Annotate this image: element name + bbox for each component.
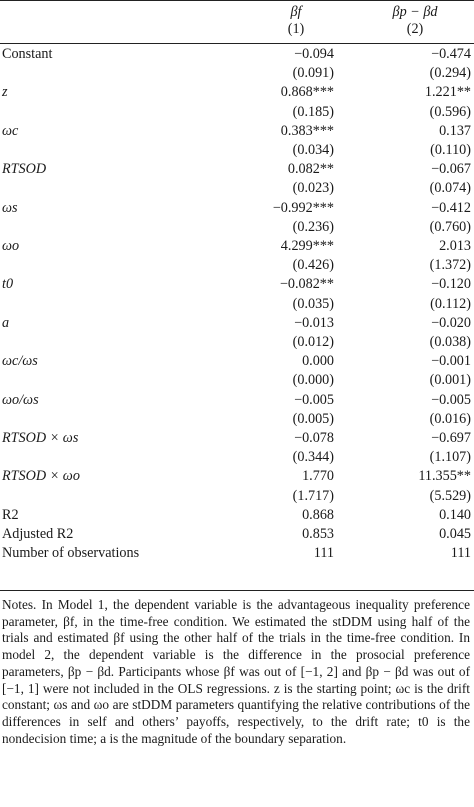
table-row: [0, 122, 474, 141]
row-label: [0, 295, 236, 314]
table-notes: [2, 597, 470, 747]
model2-value: 2.013: [439, 238, 471, 255]
row-label: [0, 103, 236, 122]
model1-value: (0.012): [292, 334, 334, 351]
row-label: a: [2, 314, 10, 331]
col2-symbol: βp − βd: [392, 4, 438, 20]
row-label: ωs: [2, 199, 18, 216]
table-row: [0, 410, 474, 429]
row-label: RTSOD × ωs: [2, 430, 79, 447]
model2-value: −0.005: [431, 391, 471, 408]
model1-value: 1.770: [302, 468, 334, 485]
model1-value: (0.023): [292, 180, 334, 197]
row-label: [0, 256, 236, 275]
row-label: Constant: [2, 46, 53, 62]
model1-value: −0.992***: [272, 199, 334, 216]
model1-value: (0.005): [292, 410, 334, 427]
model2-value: 1.221**: [424, 84, 471, 101]
model2-value: (0.016): [429, 410, 471, 427]
model2-value: 0.137: [439, 122, 471, 139]
table-row: [0, 160, 474, 179]
model2-value: −0.120: [431, 276, 471, 293]
table-row: [0, 314, 474, 333]
table-row: [0, 199, 474, 218]
model1-value: (0.035): [292, 295, 334, 312]
model1-value: 0.383***: [280, 122, 334, 139]
col2-number: (2): [406, 21, 424, 37]
bottom-rule: [0, 590, 474, 591]
model2-value: (0.760): [429, 218, 471, 235]
table-body: [0, 38, 474, 563]
table-row: [0, 352, 474, 371]
model1-value: (0.000): [292, 372, 334, 389]
col1-number: (1): [287, 21, 305, 37]
table-row: [0, 295, 474, 314]
row-label: [0, 141, 236, 160]
table-row: [0, 83, 474, 102]
table-row: [0, 64, 474, 83]
table-row: [0, 218, 474, 237]
model2-value: (0.074): [429, 180, 471, 197]
row-label: ωo/ωs: [2, 391, 39, 408]
model1-value: (0.091): [292, 65, 334, 82]
table-row: [0, 467, 474, 486]
model1-value: (0.185): [292, 103, 334, 120]
model2-value: (1.372): [429, 257, 471, 274]
row-label: z: [2, 84, 8, 101]
model1-value: (0.034): [292, 142, 334, 159]
header-row-symbols: [0, 0, 474, 21]
table-row: [0, 391, 474, 410]
model1-value: −0.078: [294, 430, 334, 447]
model1-value: (0.236): [292, 218, 334, 235]
model1-value: 0.000: [302, 353, 334, 370]
row-label: t0: [2, 276, 14, 293]
model1-value: 0.082**: [287, 161, 334, 178]
model2-value: (0.110): [430, 142, 471, 159]
model2-value: (0.001): [429, 372, 471, 389]
table-row: [0, 429, 474, 448]
row-label: [0, 179, 236, 198]
model2-value: 11.355**: [418, 468, 471, 485]
row-label: RTSOD: [2, 161, 47, 178]
table-row: [0, 103, 474, 122]
row-label: [0, 218, 236, 237]
row-label: [0, 64, 236, 83]
model2-value: −0.001: [431, 353, 471, 370]
row-label: RTSOD × ωo: [2, 468, 80, 485]
model2-value: −0.020: [431, 314, 471, 331]
header-rule: [0, 43, 474, 44]
model2-value: (0.038): [429, 334, 471, 351]
model1-value: −0.094: [294, 46, 334, 62]
model2-value: 0.045: [439, 526, 471, 543]
table-row: [0, 275, 474, 294]
model2-value: −0.412: [431, 199, 471, 216]
model1-value: 4.299***: [280, 238, 334, 255]
row-label: Number of observations: [2, 545, 140, 562]
row-label: Adjusted R2: [2, 526, 74, 543]
row-label: ωo: [2, 238, 20, 255]
model1-value: 0.853: [302, 526, 334, 543]
table-row: [0, 506, 474, 525]
top-rule: [0, 0, 474, 1]
row-label: [0, 333, 236, 352]
model1-value: (1.717): [292, 487, 334, 504]
table-row: [0, 544, 474, 563]
model1-value: −0.005: [294, 391, 334, 408]
model2-value: −0.474: [431, 46, 471, 62]
model1-value: −0.013: [294, 314, 334, 331]
row-label: [0, 410, 236, 429]
model2-value: −0.067: [431, 161, 471, 178]
model2-value: (0.596): [429, 103, 471, 120]
col1-symbol: βf: [290, 4, 302, 20]
model1-value: 0.868: [302, 506, 334, 523]
model2-value: (0.112): [430, 295, 471, 312]
row-label: [0, 487, 236, 506]
table-row: [0, 141, 474, 160]
model2-value: (0.294): [429, 65, 471, 82]
row-label: R2: [2, 506, 19, 523]
table-row: [0, 38, 474, 64]
table-row: [0, 256, 474, 275]
model1-value: (0.426): [292, 257, 334, 274]
table-row: [0, 371, 474, 390]
model1-value: 0.868***: [280, 84, 334, 101]
table-row: [0, 179, 474, 198]
table-row: [0, 525, 474, 544]
model1-value: −0.082**: [279, 276, 334, 293]
row-label: ωc/ωs: [2, 353, 38, 370]
model1-value: 111: [313, 545, 334, 562]
row-label: [0, 371, 236, 390]
table-row: [0, 333, 474, 352]
model2-value: (1.107): [429, 449, 471, 466]
model2-value: (5.529): [429, 487, 471, 504]
header-row-numbers: [0, 21, 474, 38]
table-row: [0, 487, 474, 506]
row-label: ωc: [2, 122, 19, 139]
model2-value: 0.140: [439, 506, 471, 523]
model2-value: 111: [450, 545, 471, 562]
table-row: [0, 237, 474, 256]
notes-text: Notes. In Model 1, the dependent variable is the advantageous inequality preference parameter, βf, in the time-free condition. We estimated the stDDM using half of the trials and estimated βf using the other half of the trials in the time-free condition. In model 2, the dependent variable is the difference in the prosocial preference parameters, βp − βd. Participants whose βf was out of [−1, 2] and βp − βd was out of [−1, 1] were not included in the OLS regressions. z is the starting point; ωc is the drift constant; ωs and ωo are stDDM parameters quantifying the relative contributions of the differences in self and others’ payoffs, respectively, to the drift rate; t0 is the nondecision time; a is the magnitude of the boundary separation.: [2, 597, 470, 746]
model2-value: −0.697: [431, 430, 471, 447]
model1-value: (0.344): [292, 449, 334, 466]
table-row: [0, 448, 474, 467]
row-label: [0, 448, 236, 467]
